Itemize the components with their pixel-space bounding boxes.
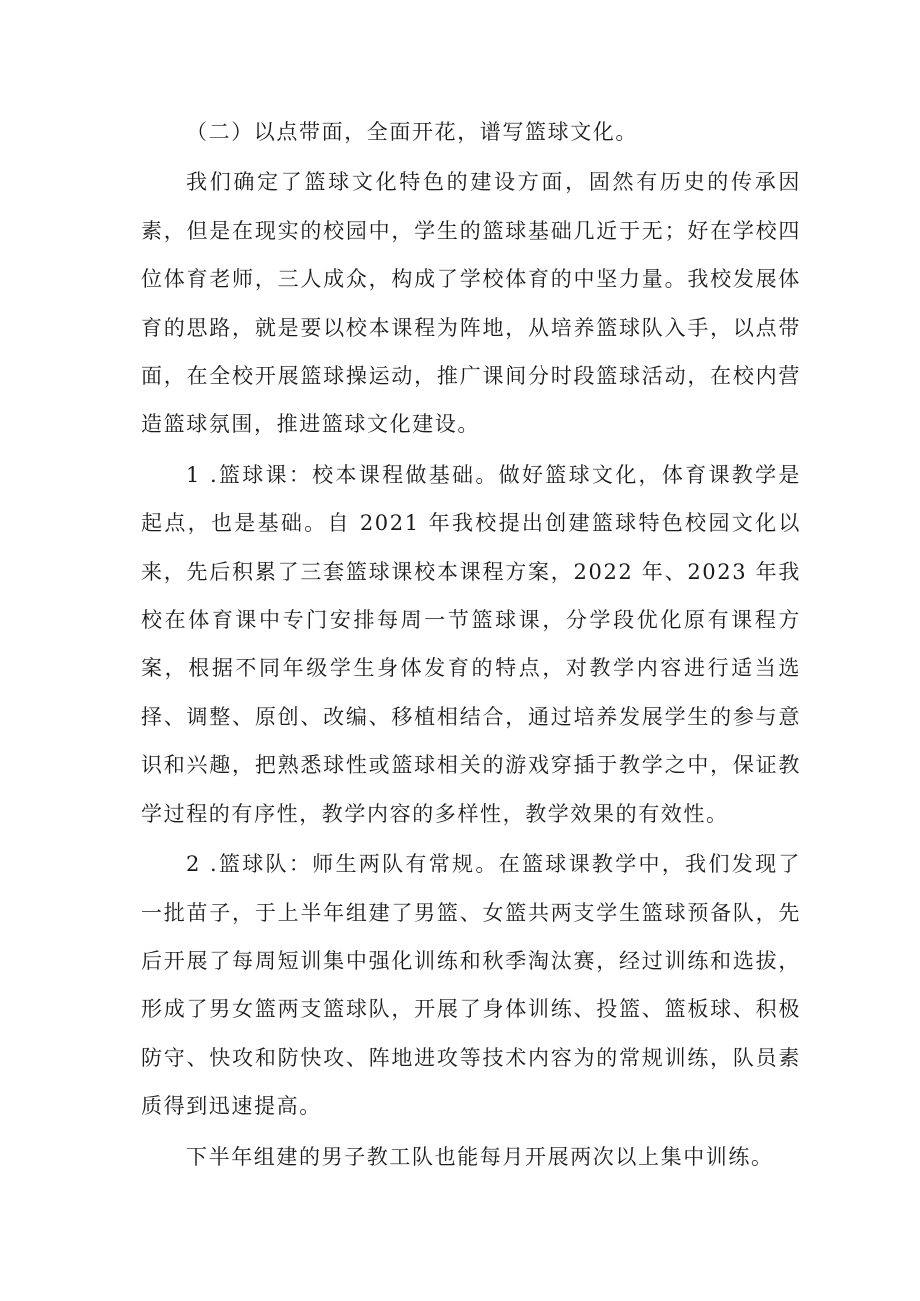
document-body: [141, 108, 801, 1183]
section-heading: （二）以点带面，全面开花，谱写篮球文化。: [186, 120, 638, 144]
paragraph-basketball-culture: 我们确定了篮球文化特色的建设方面，固然有历史的传承因素，但是在现实的校园中，学生的篮球基础几近于无；好在学校四位体育老师，三人成众，构成了学校体育的中坚力量。我校发展体育的思路，就是要以校本课程为阵地，从培养篮球队入手，以点带面，在全校开展篮球操运动，推广课间分时段篮球活动，在校内营造篮球氛围，推进篮球文化建设。: [141, 170, 801, 437]
paragraph-basketball-team: 2 .篮球队：师生两队有常规。在篮球课教学中，我们发现了一批苗子，于上半年组建了男篮、女篮共两支学生篮球预备队，先后开展了每周短训集中强化训练和秋季淘汰赛，经过训练和选拔，形成了男女篮两支篮球队，开展了身体训练、投篮、篮板球、积极防守、快攻和防快攻、阵地进攻等技术内容为的常规训练，队员素质得到迅速提高。: [141, 852, 801, 1119]
paragraph-staff-team: 下半年组建的男子教工队也能每月开展两次以上集中训练。: [186, 1144, 774, 1169]
paragraph-basketball-class: 1 .篮球课：校本课程做基础。做好篮球文化，体育课教学是起点，也是基础。自 2021 年我校提出创建篮球特色校园文化以来，先后积累了三套篮球课校本课程方案，2022 年、2023 年我校在体育课中专门安排每周一节篮球课，分学段优化原有课程方案，根据不同年级学生身体发育的特点，对教学内容进行适当选择、调整、原创、改编、移植相结合，通过培养发展学生的参与意识和兴趣，把熟悉球性或篮球相关的游戏穿插于教学之中，保证教学过程的有序性，教学内容的多样性，教学效果的有效性。: [141, 462, 801, 826]
